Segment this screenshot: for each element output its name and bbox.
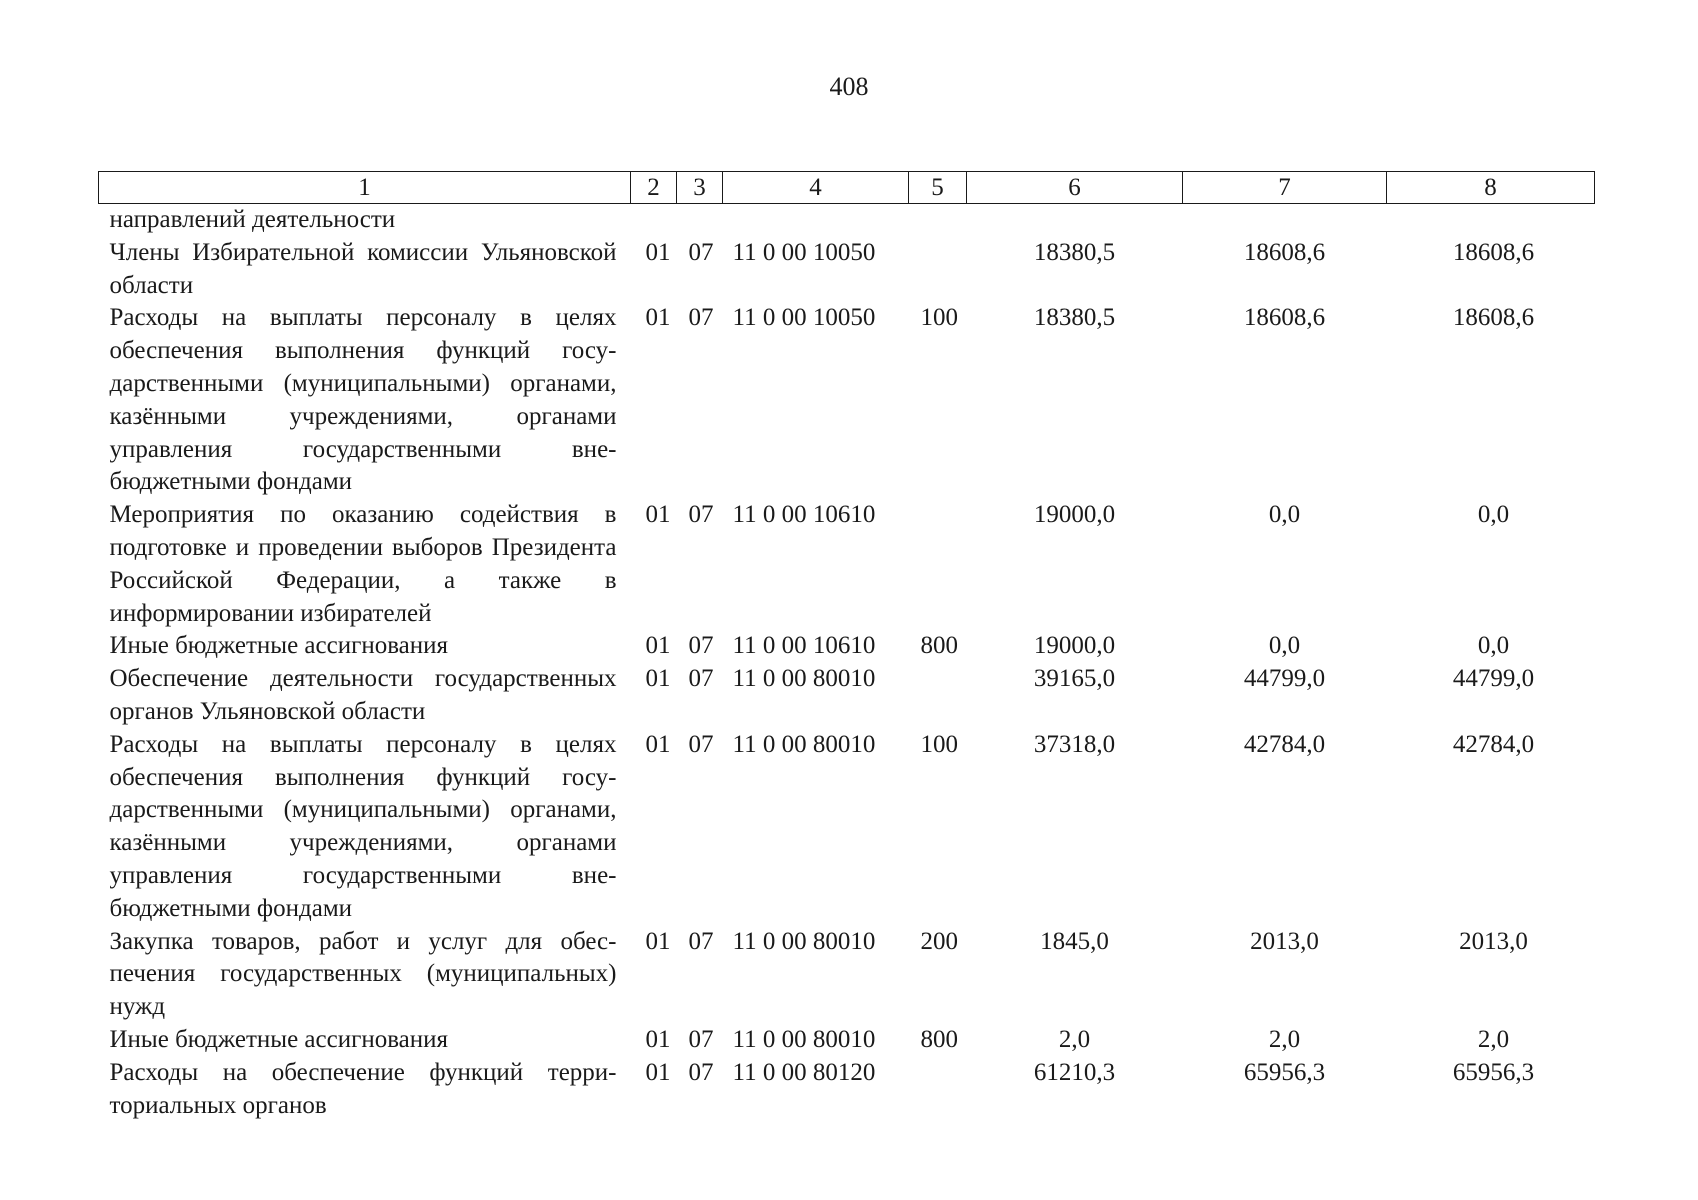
section-code: 01 xyxy=(645,238,671,266)
table-body xyxy=(99,204,1595,1123)
table-row xyxy=(99,1057,1595,1123)
table-row xyxy=(99,1024,1595,1057)
amount-col6: 18380,5 xyxy=(1033,304,1116,332)
target-article-code: 11 0 00 80120 xyxy=(732,1058,876,1086)
column-header-5: 5 xyxy=(909,172,967,204)
table-row xyxy=(99,237,1595,303)
amount-col7: 42784,0 xyxy=(1243,730,1326,758)
amount-col8: 18608,6 xyxy=(1452,238,1535,266)
expense-type-code: 800 xyxy=(920,1025,958,1053)
section-code: 01 xyxy=(645,927,671,955)
row-name: направлений деятельности xyxy=(109,206,396,233)
amount-col7: 0,0 xyxy=(1268,501,1301,529)
table-row xyxy=(99,729,1595,926)
expense-type-code xyxy=(909,663,967,729)
amount-col7: 44799,0 xyxy=(1243,665,1326,693)
header-row xyxy=(99,172,1595,204)
subsection-code: 07 xyxy=(688,304,714,332)
amount-col7: 2013,0 xyxy=(1250,927,1319,955)
table-row xyxy=(99,204,1595,237)
amount-col7: 0,0 xyxy=(1268,632,1301,660)
amount-col7 xyxy=(1183,204,1387,237)
amount-col8: 44799,0 xyxy=(1452,665,1535,693)
target-article-code: 11 0 00 80010 xyxy=(732,730,876,758)
table-row xyxy=(99,630,1595,663)
amount-col8: 0,0 xyxy=(1477,632,1510,660)
column-header-6: 6 xyxy=(967,172,1183,204)
amount-col7: 18608,6 xyxy=(1243,304,1326,332)
row-name: Члены Избирательной комиссии Ульяновской области xyxy=(109,238,617,299)
amount-col6: 37318,0 xyxy=(1033,730,1116,758)
expense-type-code: 100 xyxy=(920,730,958,758)
budget-table-container xyxy=(98,171,1594,1122)
section-code: 01 xyxy=(645,304,671,332)
section-code: 01 xyxy=(645,730,671,758)
expense-type-code: 200 xyxy=(920,927,958,955)
expense-type-code xyxy=(909,204,967,237)
row-name: Расходы на обеспечение функций территориальных органов xyxy=(109,1058,617,1119)
target-article-code: 11 0 00 80010 xyxy=(732,1025,876,1053)
expense-type-code xyxy=(909,237,967,303)
target-article-code: 11 0 00 80010 xyxy=(732,665,876,693)
table-row xyxy=(99,663,1595,729)
amount-col6: 39165,0 xyxy=(1033,665,1116,693)
section-code xyxy=(631,204,677,237)
expense-type-code xyxy=(909,499,967,630)
column-header-2: 2 xyxy=(631,172,677,204)
target-article-code: 11 0 00 10610 xyxy=(732,632,876,660)
amount-col6: 19000,0 xyxy=(1033,501,1116,529)
subsection-code: 07 xyxy=(688,665,714,693)
table-row xyxy=(99,302,1595,499)
section-code: 01 xyxy=(645,1058,671,1086)
row-name: Мероприятия по оказанию содействия в подготовке и проведении выборов Президента Российской Федерации, а также в информировании избирателей xyxy=(109,501,617,627)
amount-col6: 1845,0 xyxy=(1040,927,1109,955)
amount-col8: 18608,6 xyxy=(1452,304,1535,332)
row-name: Закупка товаров, работ и услуг для обеспечения государственных (муниципальных) нужд xyxy=(109,927,617,1021)
amount-col6: 19000,0 xyxy=(1033,632,1116,660)
row-name: Расходы на выплаты персоналу в целях обеспечения выполнения функций государственными (муниципальными) органами, казёнными учреждениями, органами управления государственными внебюджетными фондами xyxy=(109,730,617,922)
row-name: Обеспечение деятельности государственных органов Ульяновской области xyxy=(109,665,617,725)
amount-col7: 65956,3 xyxy=(1243,1058,1326,1086)
budget-table xyxy=(98,171,1595,1122)
target-article-code: 11 0 00 10050 xyxy=(732,304,876,332)
section-code: 01 xyxy=(645,632,671,660)
amount-col6: 18380,5 xyxy=(1033,238,1116,266)
table-header xyxy=(99,172,1595,204)
subsection-code: 07 xyxy=(688,1058,714,1086)
target-article-code: 11 0 00 80010 xyxy=(732,927,876,955)
amount-col6: 61210,3 xyxy=(1033,1058,1116,1086)
row-name: Иные бюджетные ассигнования xyxy=(109,632,449,660)
table-row xyxy=(99,926,1595,1024)
amount-col7: 2,0 xyxy=(1268,1025,1301,1053)
column-header-1: 1 xyxy=(99,172,631,204)
subsection-code xyxy=(677,204,723,237)
amount-col8 xyxy=(1387,204,1595,237)
subsection-code: 07 xyxy=(688,632,714,660)
column-header-8: 8 xyxy=(1387,172,1595,204)
subsection-code: 07 xyxy=(688,1025,714,1053)
target-article-code xyxy=(723,204,909,237)
expense-type-code: 100 xyxy=(920,304,958,332)
subsection-code: 07 xyxy=(688,501,714,529)
subsection-code: 07 xyxy=(688,730,714,758)
page-number: 408 xyxy=(829,72,869,101)
column-header-3: 3 xyxy=(677,172,723,204)
amount-col8: 2013,0 xyxy=(1459,927,1528,955)
section-code: 01 xyxy=(645,501,671,529)
expense-type-code xyxy=(909,1057,967,1123)
section-code: 01 xyxy=(645,1025,671,1053)
amount-col8: 65956,3 xyxy=(1452,1058,1535,1086)
amount-col6: 2,0 xyxy=(1058,1025,1091,1053)
subsection-code: 07 xyxy=(688,238,714,266)
row-name: Расходы на выплаты персоналу в целях обеспечения выполнения функций государственными (муниципальными) органами, казёнными учреждениями, органами управления государственными внебюджетными фондами xyxy=(109,304,617,496)
target-article-code: 11 0 00 10610 xyxy=(732,501,876,529)
amount-col7: 18608,6 xyxy=(1243,238,1326,266)
amount-col8: 42784,0 xyxy=(1452,730,1535,758)
column-header-7: 7 xyxy=(1183,172,1387,204)
row-name: Иные бюджетные ассигнования xyxy=(109,1025,449,1053)
amount-col8: 2,0 xyxy=(1477,1025,1510,1053)
subsection-code: 07 xyxy=(688,927,714,955)
table-row xyxy=(99,499,1595,630)
column-header-4: 4 xyxy=(723,172,909,204)
expense-type-code: 800 xyxy=(920,632,958,660)
amount-col6 xyxy=(967,204,1183,237)
target-article-code: 11 0 00 10050 xyxy=(732,238,876,266)
amount-col8: 0,0 xyxy=(1477,501,1510,529)
section-code: 01 xyxy=(645,665,671,693)
